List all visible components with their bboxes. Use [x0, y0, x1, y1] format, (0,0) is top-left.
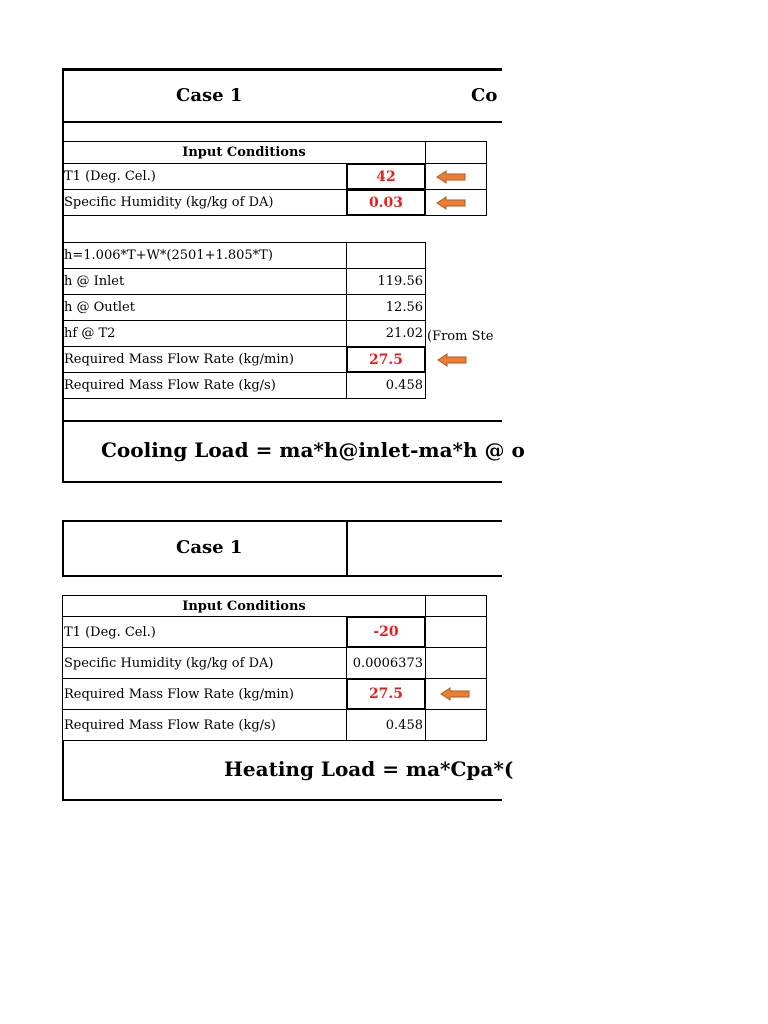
heating-humidity-spare-cell [425, 647, 487, 679]
cooling-mass-flow-s-value: 0.458 [346, 372, 426, 399]
h-inlet-label: h @ Inlet [62, 268, 347, 295]
heating-t1-input[interactable]: -20 [346, 616, 426, 648]
cooling-case-title-right: Co [471, 85, 498, 106]
cooling-mass-flow-min-label: Required Mass Flow Rate (kg/min) [62, 346, 347, 373]
cooling-case-title: Case 1 [176, 85, 243, 106]
h-inlet-value: 119.56 [346, 268, 426, 295]
left-arrow-icon [436, 196, 466, 210]
cooling-t1-arrow-cell [425, 163, 487, 190]
heating-input-header: Input Conditions [62, 595, 426, 617]
hf-t2-note: (From Ste [427, 329, 494, 344]
heating-mass-arrow-cell [425, 678, 487, 710]
heating-humidity-label: Specific Humidity (kg/kg of DA) [62, 647, 347, 679]
heating-mass-flow-min-input[interactable]: 27.5 [346, 678, 426, 710]
left-arrow-icon [436, 170, 466, 184]
heating-mass-flow-min-label: Required Mass Flow Rate (kg/min) [62, 678, 347, 710]
heating-mass-s-spare-cell [425, 709, 487, 741]
heating-mass-flow-s-label: Required Mass Flow Rate (kg/s) [62, 709, 347, 741]
heating-header-spare-cell [425, 595, 487, 617]
heating-humidity-value: 0.0006373 [346, 647, 426, 679]
cooling-mass-flow-s-label: Required Mass Flow Rate (kg/s) [62, 372, 347, 399]
h-outlet-value: 12.56 [346, 294, 426, 321]
cooling-humidity-input[interactable]: 0.03 [346, 189, 426, 216]
hf-t2-label: hf @ T2 [62, 320, 347, 347]
left-arrow-icon [437, 353, 467, 367]
heating-t1-label: T1 (Deg. Cel.) [62, 616, 347, 648]
cooling-mass-flow-min-input[interactable]: 27.5 [346, 346, 426, 373]
cooling-t1-label: T1 (Deg. Cel.) [62, 163, 347, 190]
heating-case-title: Case 1 [176, 537, 243, 558]
enthalpy-formula-value [346, 242, 426, 269]
heating-title-divider [346, 520, 348, 577]
cooling-humidity-arrow-cell [425, 189, 487, 216]
cooling-load-formula: Cooling Load = ma*h@inlet-ma*h @ o [101, 438, 525, 462]
cooling-input-header: Input Conditions [62, 141, 426, 164]
cooling-humidity-label: Specific Humidity (kg/kg of DA) [62, 189, 347, 216]
cooling-t1-input[interactable]: 42 [346, 163, 426, 190]
h-outlet-label: h @ Outlet [62, 294, 347, 321]
cooling-title-box [62, 68, 502, 123]
heating-load-formula: Heating Load = ma*Cpa*( [224, 757, 514, 781]
heating-title-box [62, 520, 502, 577]
cooling-header-spare-cell [425, 141, 487, 164]
heating-t1-spare-cell [425, 616, 487, 648]
enthalpy-formula-label: h=1.006*T+W*(2501+1.805*T) [62, 242, 347, 269]
left-arrow-icon [440, 687, 470, 701]
heating-mass-flow-s-value: 0.458 [346, 709, 426, 741]
hf-t2-value: 21.02 [346, 320, 426, 347]
